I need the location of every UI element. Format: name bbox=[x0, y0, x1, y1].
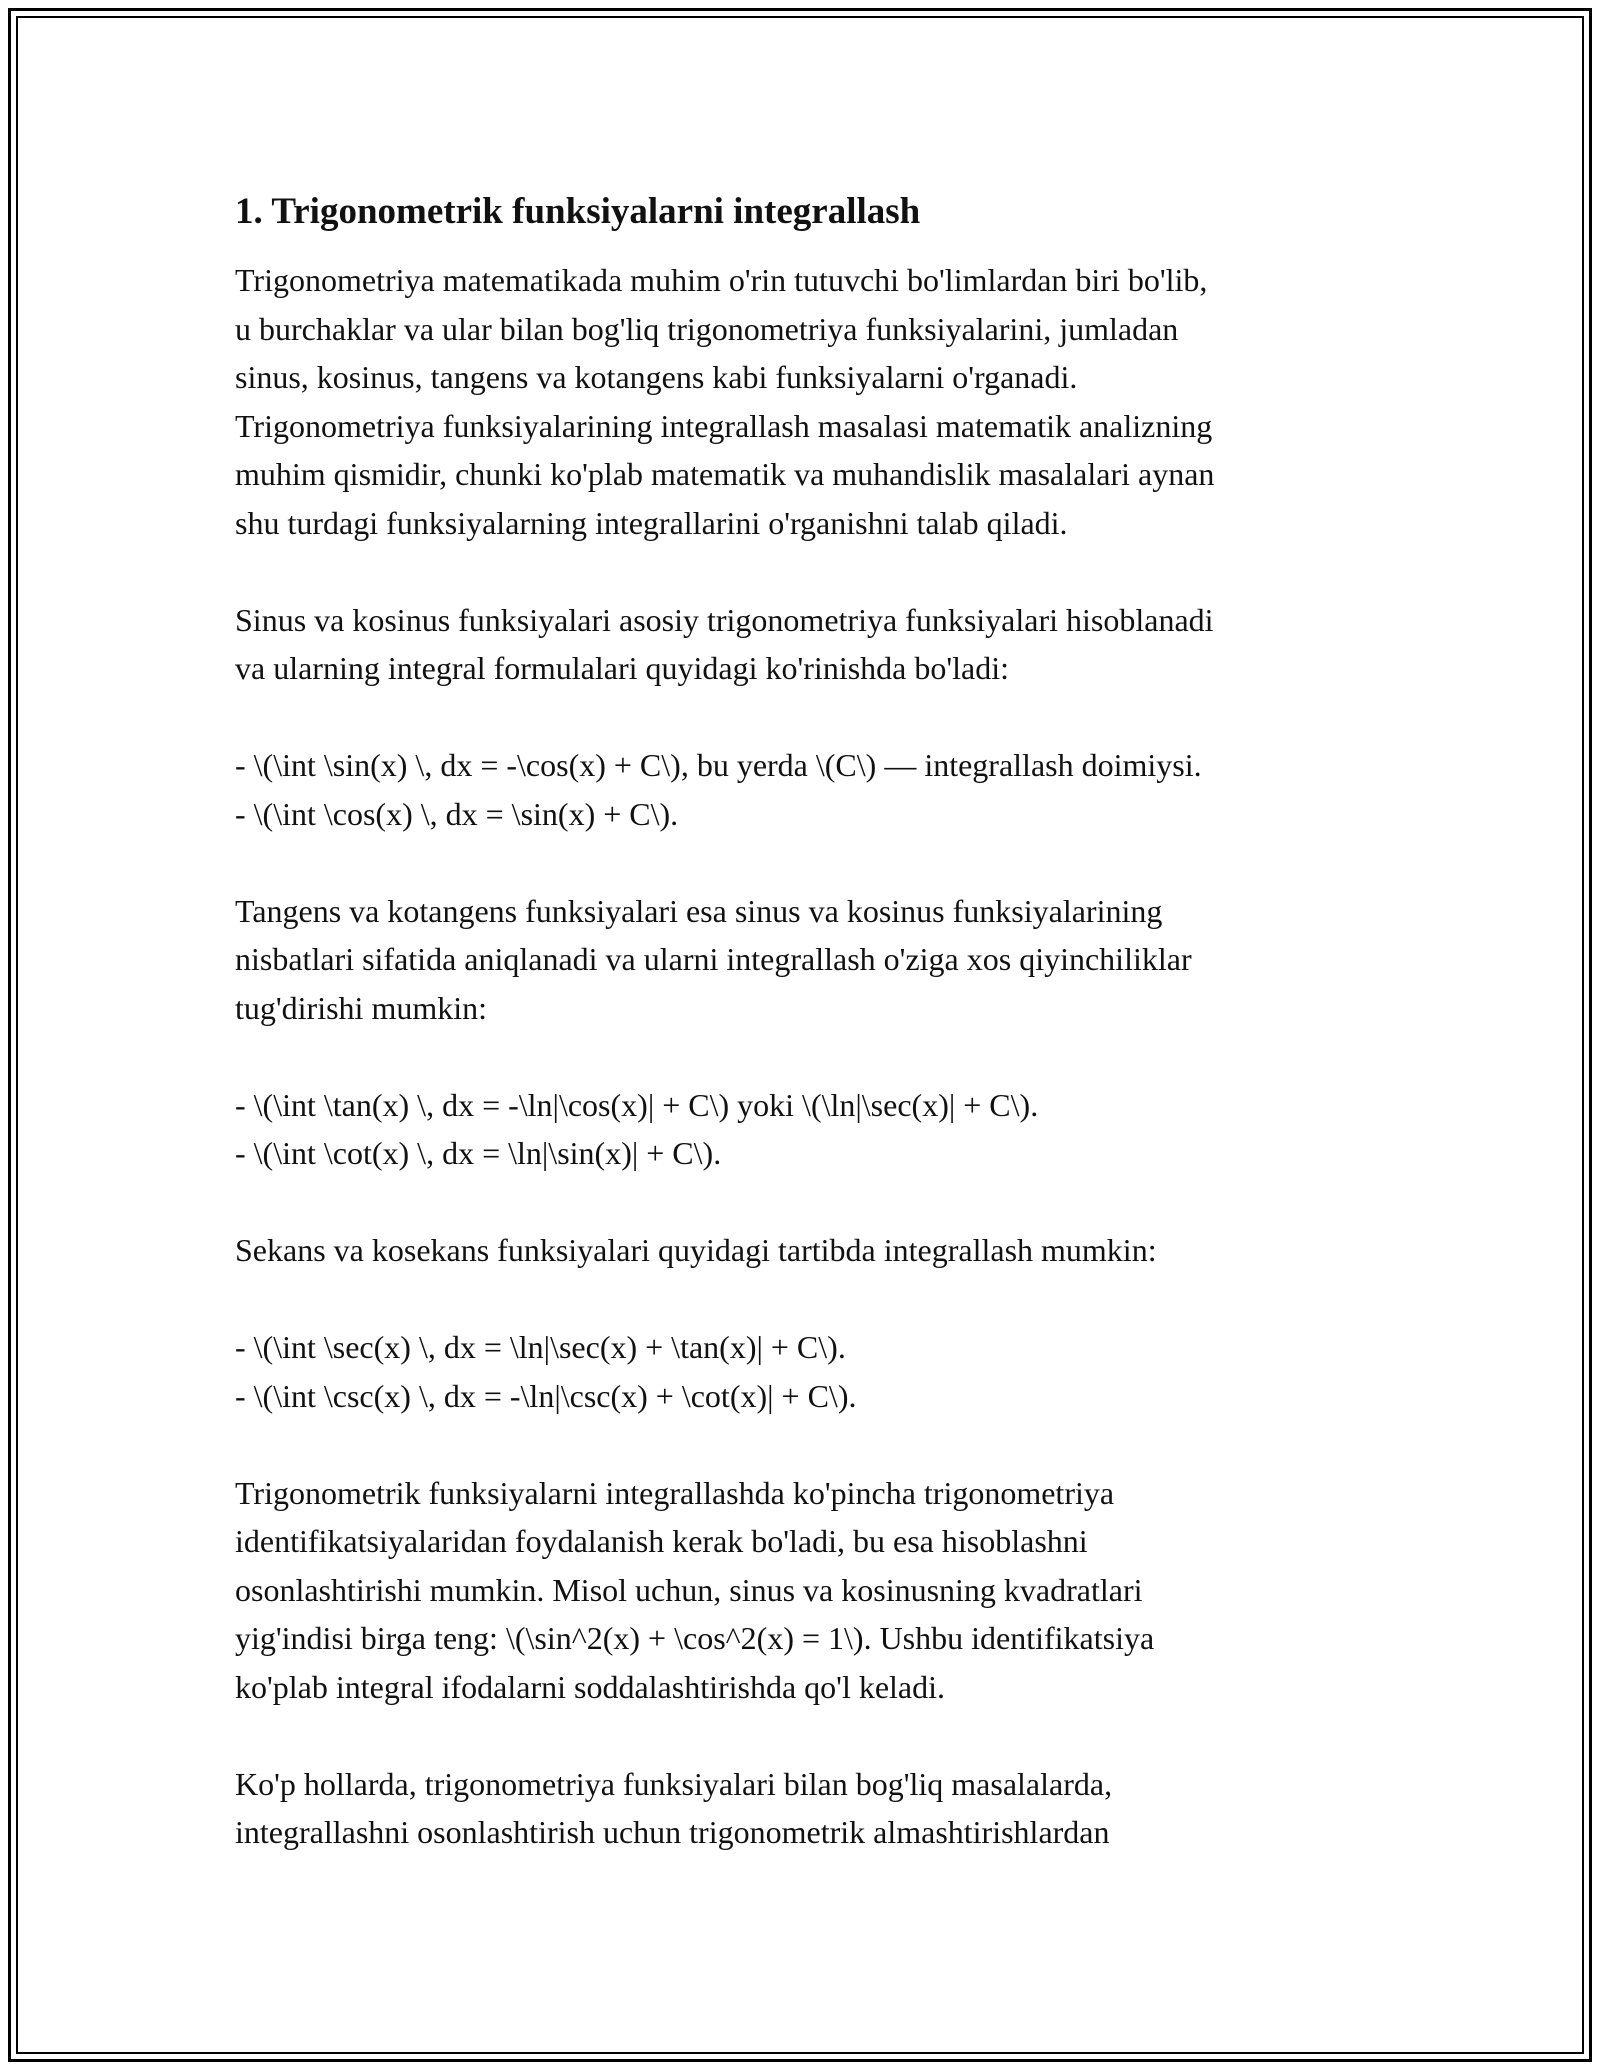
formula-line: - \(\int \csc(x) \, dx = -\ln|\csc(x) + \cot(x)| + C\). bbox=[235, 1377, 857, 1414]
text-line: nisbatlari sifatida aniqlanadi va ularni integrallash o'ziga xos qiyinchiliklar bbox=[235, 941, 1192, 977]
section-heading: 1. Trigonometrik funksiyalarni integrallash bbox=[235, 191, 921, 232]
text-line: u burchaklar va ular bilan bog'liq trigonometriya funksiyalarini, jumladan bbox=[235, 310, 1179, 347]
text-line: identifikatsiyalaridan foydalanish kerak bo'ladi, bu esa hisoblashni bbox=[235, 1523, 1088, 1559]
formula-line: - \(\int \tan(x) \, dx = -\ln|\cos(x)| + C\) yoki \(\ln|\sec(x)| + C\). bbox=[235, 1086, 1039, 1123]
text-line: osonlashtirishi mumkin. Misol uchun, sinus va kosinusning kvadratlari bbox=[235, 1571, 1143, 1608]
document-body bbox=[235, 188, 1385, 1905]
text-line: yig'indisi birga teng: \(\sin^2(x) + \cos^2(x) = 1\). Ushbu identifikatsiya bbox=[235, 1620, 1155, 1656]
formula-line: - \(\int \sin(x) \, dx = -\cos(x) + C\), bu yerda \(C\) — integrallash doimiysi. bbox=[235, 747, 1202, 783]
text-line: Trigonometriya funksiyalarining integrallash masalasi matematik analizning bbox=[235, 407, 1213, 444]
substitution-paragraph bbox=[235, 1760, 1385, 1857]
sec-csc-formula-list bbox=[235, 1323, 1385, 1420]
formula-line: - \(\int \sec(x) \, dx = \ln|\sec(x) + \tan(x)| + C\). bbox=[235, 1329, 846, 1365]
sin-cos-paragraph bbox=[235, 596, 1385, 693]
text-line: sinus, kosinus, tangens va kotangens kabi funksiyalarni o'rganadi. bbox=[235, 359, 1078, 395]
formula-line: - \(\int \cos(x) \, dx = \sin(x) + C\). bbox=[235, 795, 679, 832]
tan-cot-formula-list bbox=[235, 1081, 1385, 1178]
text-line: Sekans va kosekans funksiyalari quyidagi tartibda integrallash mumkin: bbox=[235, 1232, 1157, 1268]
identities-paragraph bbox=[235, 1469, 1385, 1712]
text-line: Ko'p hollarda, trigonometriya funksiyalari bilan bog'liq masalalarda, bbox=[235, 1765, 1113, 1802]
text-line: ko'plab integral ifodalarni soddalashtirishda qo'l keladi. bbox=[235, 1668, 946, 1705]
text-line: tug'dirishi mumkin: bbox=[235, 989, 487, 1026]
text-line: Trigonometrik funksiyalarni integrallashda ko'pincha trigonometriya bbox=[235, 1474, 1115, 1511]
formula-line: - \(\int \cot(x) \, dx = \ln|\sin(x)| + C\). bbox=[235, 1135, 722, 1171]
text-line: Trigonometriya matematikada muhim o'rin tutuvchi bo'limlardan biri bo'lib, bbox=[235, 262, 1208, 298]
sec-csc-paragraph bbox=[235, 1226, 1385, 1275]
text-line: Tangens va kotangens funksiyalari esa sinus va kosinus funksiyalarining bbox=[235, 892, 1163, 929]
text-line: muhim qismidir, chunki ko'plab matematik va muhandislik masalalari aynan bbox=[235, 456, 1215, 492]
text-line: shu turdagi funksiyalarning integrallarini o'rganishni talab qiladi. bbox=[235, 504, 1068, 541]
text-line: va ularning integral formulalari quyidagi ko'rinishda bo'ladi: bbox=[235, 650, 1009, 686]
intro-paragraph bbox=[235, 256, 1385, 547]
text-line: Sinus va kosinus funksiyalari asosiy trigonometriya funksiyalari hisoblanadi bbox=[235, 601, 1214, 638]
tan-cot-paragraph bbox=[235, 887, 1385, 1033]
text-line: integrallashni osonlashtirish uchun trigonometrik almashtirishlardan bbox=[235, 1814, 1110, 1850]
sin-cos-formula-list bbox=[235, 741, 1385, 838]
